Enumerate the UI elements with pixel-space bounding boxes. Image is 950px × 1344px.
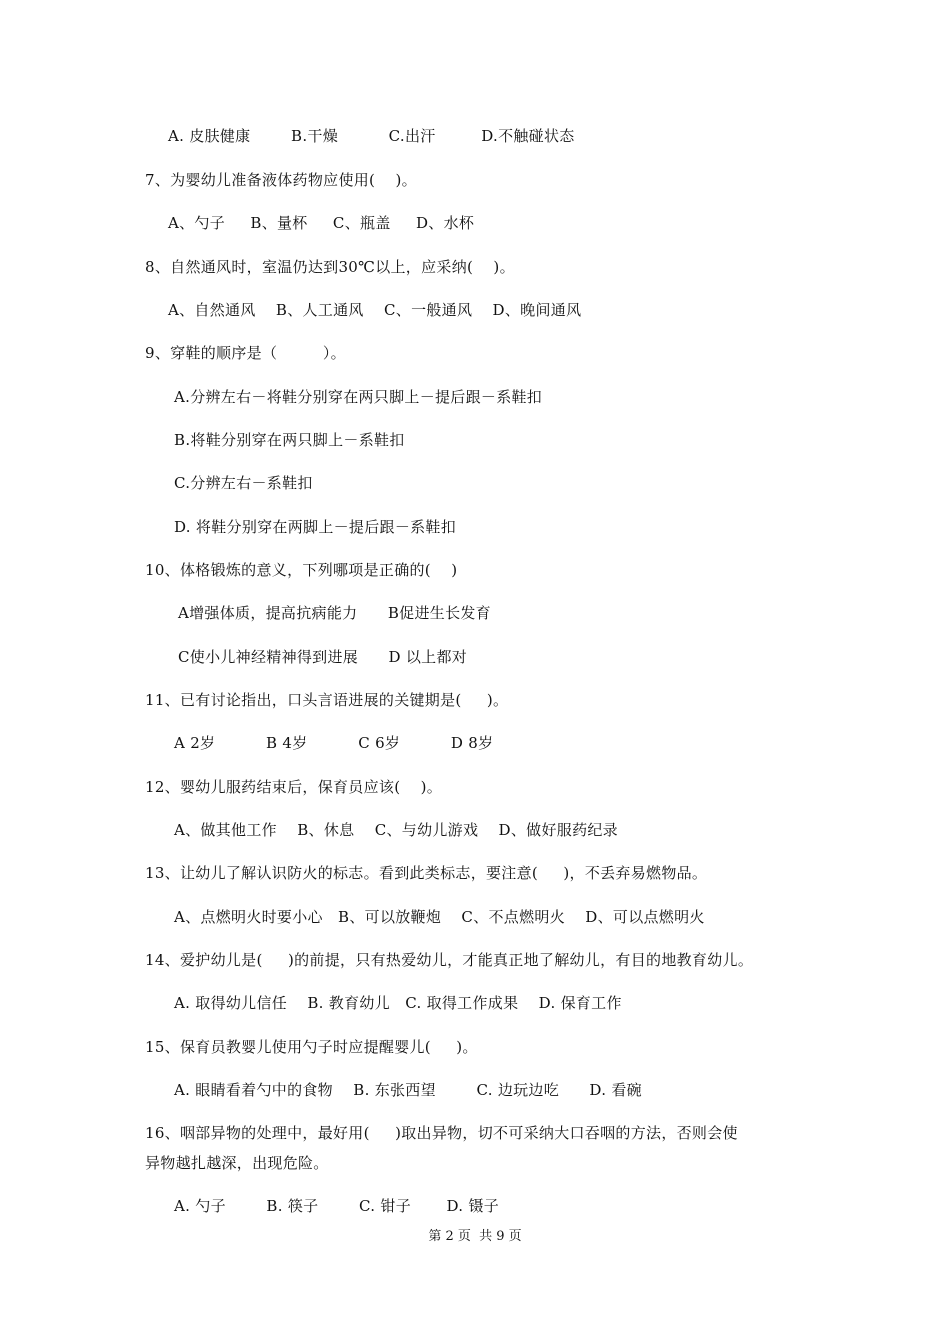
- page-footer: 第 2 页 共 9 页: [428, 1229, 522, 1244]
- question-12: 12、婴幼儿服药结束后，保育员应该( )。: [145, 778, 443, 796]
- question-13: 13、让幼儿了解认识防火的标志。看到此类标志，要注意( )，不丢弃易燃物品。: [145, 864, 708, 882]
- q13-options: A、点燃明火时要小心 B、可以放鞭炮 C、不点燃明火 D、可以点燃明火: [174, 908, 705, 926]
- question-8: 8、自然通风时，室温仍达到30℃以上，应采纳( )。: [145, 258, 515, 276]
- question-10: 10、体格锻炼的意义，下列哪项是正确的( ): [145, 561, 458, 579]
- q9-option-a: A.分辨左右－将鞋分别穿在两只脚上－提后跟－系鞋扣: [174, 388, 543, 406]
- q12-options: A、做其他工作 B、休息 C、与幼儿游戏 D、做好服药纪录: [174, 821, 618, 839]
- question-15: 15、保育员教婴儿使用勺子时应提醒婴儿( )。: [145, 1038, 478, 1056]
- question-7: 7、为婴幼儿准备液体药物应使用( )。: [145, 171, 417, 189]
- q7-options: A、勺子 B、量杯 C、瓶盖 D、水杯: [168, 214, 475, 232]
- q8-options: A、自然通风 B、人工通风 C、一般通风 D、晚间通风: [168, 301, 582, 319]
- q9-option-d: D. 将鞋分别穿在两脚上－提后跟－系鞋扣: [174, 518, 457, 536]
- question-16: 16、咽部异物的处理中，最好用( )取出异物，切不可采纳大口吞咽的方法，否则会使: [145, 1124, 738, 1142]
- q11-options: A 2岁 B 4岁 C 6岁 D 8岁: [174, 734, 494, 752]
- q10-options-cd: C使小儿神经精神得到进展 D 以上都对: [178, 648, 468, 666]
- q10-options-ab: A增强体质，提高抗病能力 B促进生长发育: [178, 604, 491, 622]
- question-9: 9、穿鞋的顺序是（ ）。: [145, 344, 346, 362]
- q6-options: A. 皮肤健康 B.干燥 C.出汗 D.不触碰状态: [168, 127, 575, 145]
- question-14: 14、爱护幼儿是( )的前提，只有热爱幼儿，才能真正地了解幼儿，有目的地教育幼儿。: [145, 951, 754, 969]
- q9-option-b: B.将鞋分别穿在两只脚上－系鞋扣: [174, 431, 405, 449]
- q14-options: A. 取得幼儿信任 B. 教育幼儿 C. 取得工作成果 D. 保育工作: [174, 994, 622, 1012]
- q9-option-c: C.分辨左右－系鞋扣: [174, 474, 313, 492]
- q16-options: A. 勺子 B. 筷子 C. 钳子 D. 镊子: [174, 1197, 499, 1215]
- q15-options: A. 眼睛看着勺中的食物 B. 东张西望 C. 边玩边吃 D. 看碗: [174, 1081, 642, 1099]
- question-11: 11、已有讨论指出，口头言语进展的关键期是( )。: [145, 691, 509, 709]
- question-16-continued: 异物越扎越深，出现危险。: [145, 1154, 329, 1172]
